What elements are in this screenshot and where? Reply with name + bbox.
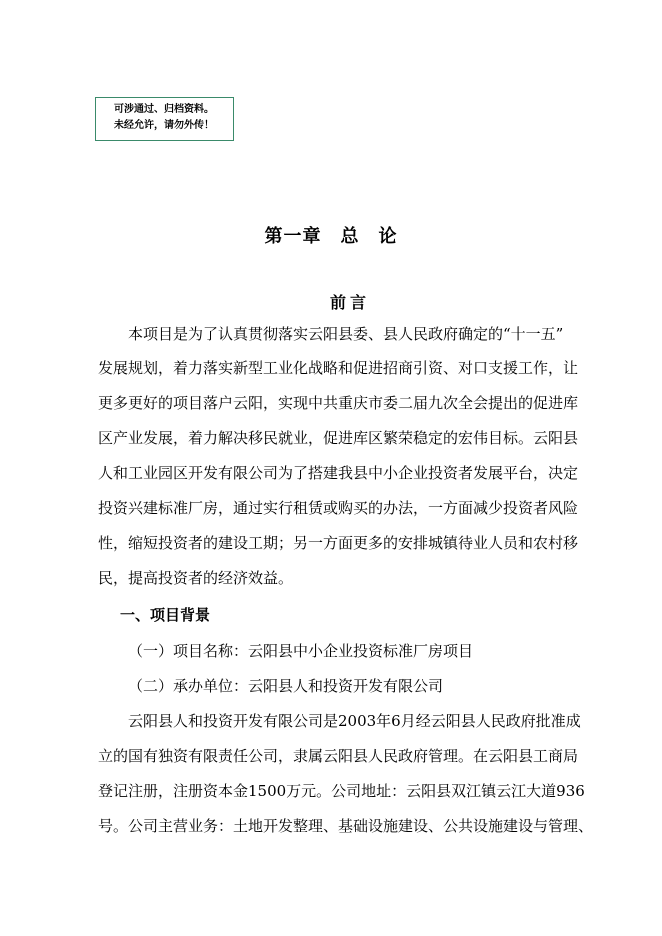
paragraph-2-line-3: 登记注册，注册资本金1500万元。公司地址：云阳县双江镇云江大道936	[98, 782, 585, 800]
paragraph-1-line-6: 投资兴建标准厂房，通过实行租赁或购买的办法，一方面减少投资者风险	[98, 499, 579, 517]
notice-line-2: 未经允许，请勿外传！	[114, 120, 214, 131]
paragraph-2-line-1: 云阳县人和投资开发有限公司是2003年6月经云阳县人民政府批准成	[98, 712, 581, 730]
item-project-name: （一）项目名称：云阳县中小企业投资标准厂房项目	[128, 642, 474, 660]
notice-line-1: 可涉通过、归档资料。	[114, 104, 214, 115]
paragraph-1-line-4: 区产业发展，着力解决移民就业，促进库区繁荣稳定的宏伟目标。云阳县	[98, 429, 579, 447]
paragraph-1-line-8: 民，提高投资者的经济效益。	[98, 569, 294, 587]
paragraph-1-line-7: 性，缩短投资者的建设工期；另一方面更多的安排城镇待业人员和农村移	[98, 534, 579, 552]
section-1-heading: 一、项目背景	[120, 606, 211, 624]
paragraph-2-line-2: 立的国有独资有限责任公司，隶属云阳县人民政府管理。在云阳县工商局	[98, 747, 579, 765]
item-host-unit: （二）承办单位：云阳县人和投资开发有限公司	[128, 677, 444, 695]
preface-title: 前言	[329, 293, 370, 312]
paragraph-1-line-3: 更多更好的项目落户云阳，实现中共重庆市委二届九次全会提出的促进库	[98, 394, 579, 412]
paragraph-2-line-4: 号。公司主营业务：土地开发整理、基础设施建设、公共设施建设与管理、	[98, 817, 594, 835]
paragraph-1-line-5: 人和工业园区开发有限公司为了搭建我县中小企业投资者发展平台，决定	[98, 464, 579, 482]
paragraph-1-line-2: 发展规划，着力落实新型工业化战略和促进招商引资、对口支援工作，让	[98, 359, 579, 377]
paragraph-1-line-1: 本项目是为了认真贯彻落实云阳县委、县人民政府确定的“十一五”	[98, 325, 564, 343]
notice-box	[95, 97, 234, 141]
chapter-title: 第一章 总 论	[264, 226, 398, 247]
